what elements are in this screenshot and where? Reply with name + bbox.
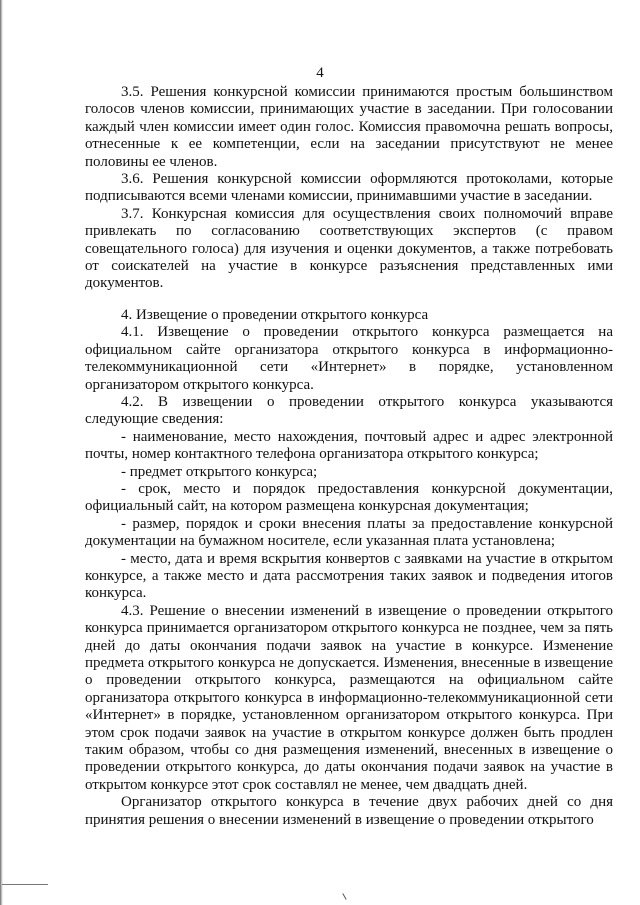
paragraph-4-2: 4.2. В извещении о проведении открытого конкурса указываются следующие сведения: [85, 393, 613, 428]
list-item-fee: - размер, порядок и сроки внесения платы за предоставление конкурсной документации на бумажном носителе, если указанная плата установлена; [85, 515, 613, 550]
scan-tick [342, 893, 346, 900]
paragraph-organizer: Организатор открытого конкурса в течение двух рабочих дней со дня принятия решения о внесении изменений в извещение о проведении открытого [85, 794, 613, 828]
paragraph-3-5: 3.5. Решения конкурсной комиссии принимаются простым большинством голосов членов комиссии, принимающих участие в заседании. При голосовании каждый член комиссии имеет один голос. Комиссия правомочна решать вопросы, отнесенные к ее компетенции, если на заседании присутствуют не менее половины ее членов. [85, 84, 613, 170]
paragraph-4-1: 4.1. Извещение о проведении открытого конкурса размещается на официальном сайте организатора открытого конкурса в информационно-телекоммуникационной сети «Интернет» в порядке, установленном организатором открытого конкурса. [85, 324, 613, 393]
scan-mark [2, 884, 48, 885]
section-heading-4: 4. Извещение о проведении открытого конкурса [121, 306, 429, 323]
paragraph-3-7: 3.7. Конкурсная комиссия для осуществления своих полномочий вправе привлекать по согласованию соответствующих экспертов (с правом совещательного голоса) для изучения и оценки документов, а также потребовать от соискателей на участие в конкурсе разъяснения представленных ими документов. [85, 205, 613, 292]
list-item-subject: - предмет открытого конкурса; [121, 463, 318, 480]
page-number: 4 [316, 65, 324, 81]
section-gap [85, 293, 613, 307]
list-item-documentation: - срок, место и порядок предоставления конкурсной документации, официальный сайт, на котором размещена конкурсная документация; [85, 480, 613, 515]
paragraph-3-6: 3.6. Решения конкурсной комиссии оформляются протоколами, которые подписываются всеми членами комиссии, принимавшими участие в заседании. [85, 171, 613, 205]
list-item-name-address: - наименование, место нахождения, почтовый адрес и адрес электронной почты, номер контактного телефона организатора открытого конкурса; [85, 428, 613, 463]
document-body [85, 84, 613, 829]
paragraph-4-3: 4.3. Решение о внесении изменений в извещение о проведении открытого конкурса принимается организатором открытого конкурса не позднее, чем за пять дней до даты окончания подачи заявок на участие в конкурсе. Изменение предмета открытого конкурса не допускается. Изменения, внесенные в извещение о проведении открытого конкурса, размещаются на официальном сайте организатора открытого конкурса в информационно-телекоммуникационной сети «Интернет» в порядке, установленном организатором открытого конкурса. При этом срок подачи заявок на участие в открытом конкурсе должен быть продлен таким образом, чтобы со дня размещения изменений, внесенных в извещение о проведении открытого конкурса, до даты окончания подачи заявок на участие в открытом конкурсе этот срок составлял не менее, чем двадцать дней. [85, 602, 613, 793]
list-item-envelopes: - место, дата и время вскрытия конвертов с заявками на участие в открытом конкурсе, а также место и дата рассмотрения таких заявок и подведения итогов конкурса. [85, 550, 613, 602]
scan-edge [0, 0, 3, 905]
